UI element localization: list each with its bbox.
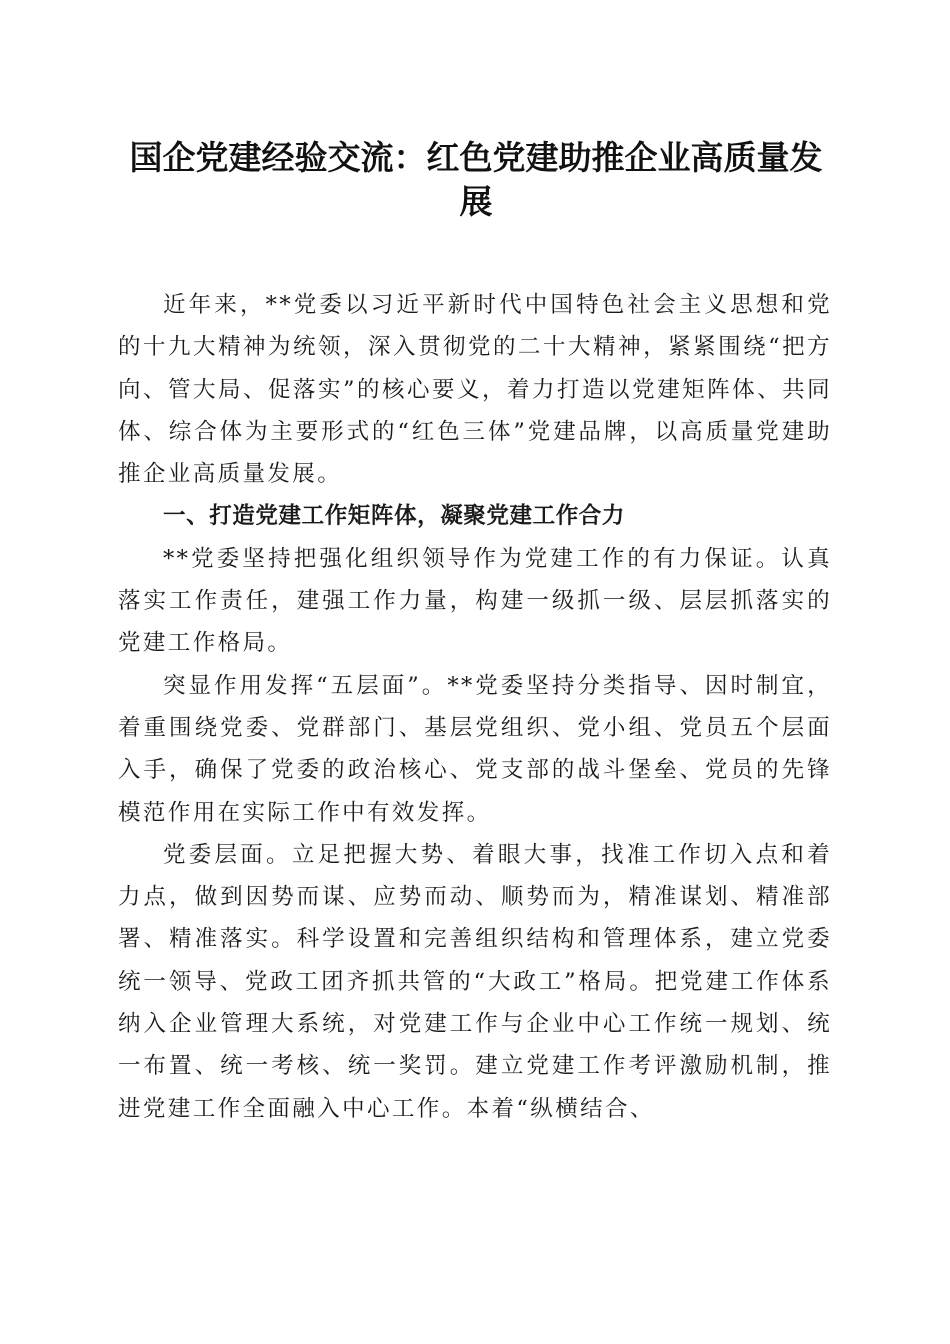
body-paragraph: 党委层面。立足把握大势、着眼大事，找准工作切入点和着力点，做到因势而谋、应势而动、顺势而为，精准谋划、精准部署、精准落实。科学设置和完善组织结构和管理体系，建立党委统一领导、党政工团齐抓共管的“大政工”格局。把党建工作体系纳入企业管理大系统，对党建工作与企业中心工作统一规划、统一布置、统一考核、统一奖罚。建立党建工作考评激励机制，推进党建工作全面融入中心工作。本着“纵横结合、 — [118, 841, 832, 1122]
section-heading-1: 一、打造党建工作矩阵体，凝聚党建工作合力 — [163, 503, 626, 530]
document-title: 国企党建经验交流：红色党建助推企业高质量发展 — [129, 138, 823, 221]
intro-paragraph: 近年来，**党委以习近平新时代中国特色社会主义思想和党的十九大精神为统领，深入贯彻党的二十大精神，紧紧围绕“把方向、管大局、促落实”的核心要义，着力打造以党建矩阵体、共同体、综合体为主要形式的“红色三体”党建品牌，以高质量党建助推企业高质量发展。 — [118, 292, 832, 488]
body-paragraph: 突显作用发挥“五层面”。**党委坚持分类指导、因时制宜，着重围绕党委、党群部门、基层党组织、党小组、党员五个层面入手，确保了党委的政治核心、党支部的战斗堡垒、党员的先锋模范作用在实际工作中有效发挥。 — [118, 672, 832, 826]
body-paragraph: **党委坚持把强化组织领导作为党建工作的有力保证。认真落实工作责任，建强工作力量，构建一级抓一级、层层抓落实的党建工作格局。 — [118, 545, 832, 657]
document-body — [118, 284, 832, 1130]
